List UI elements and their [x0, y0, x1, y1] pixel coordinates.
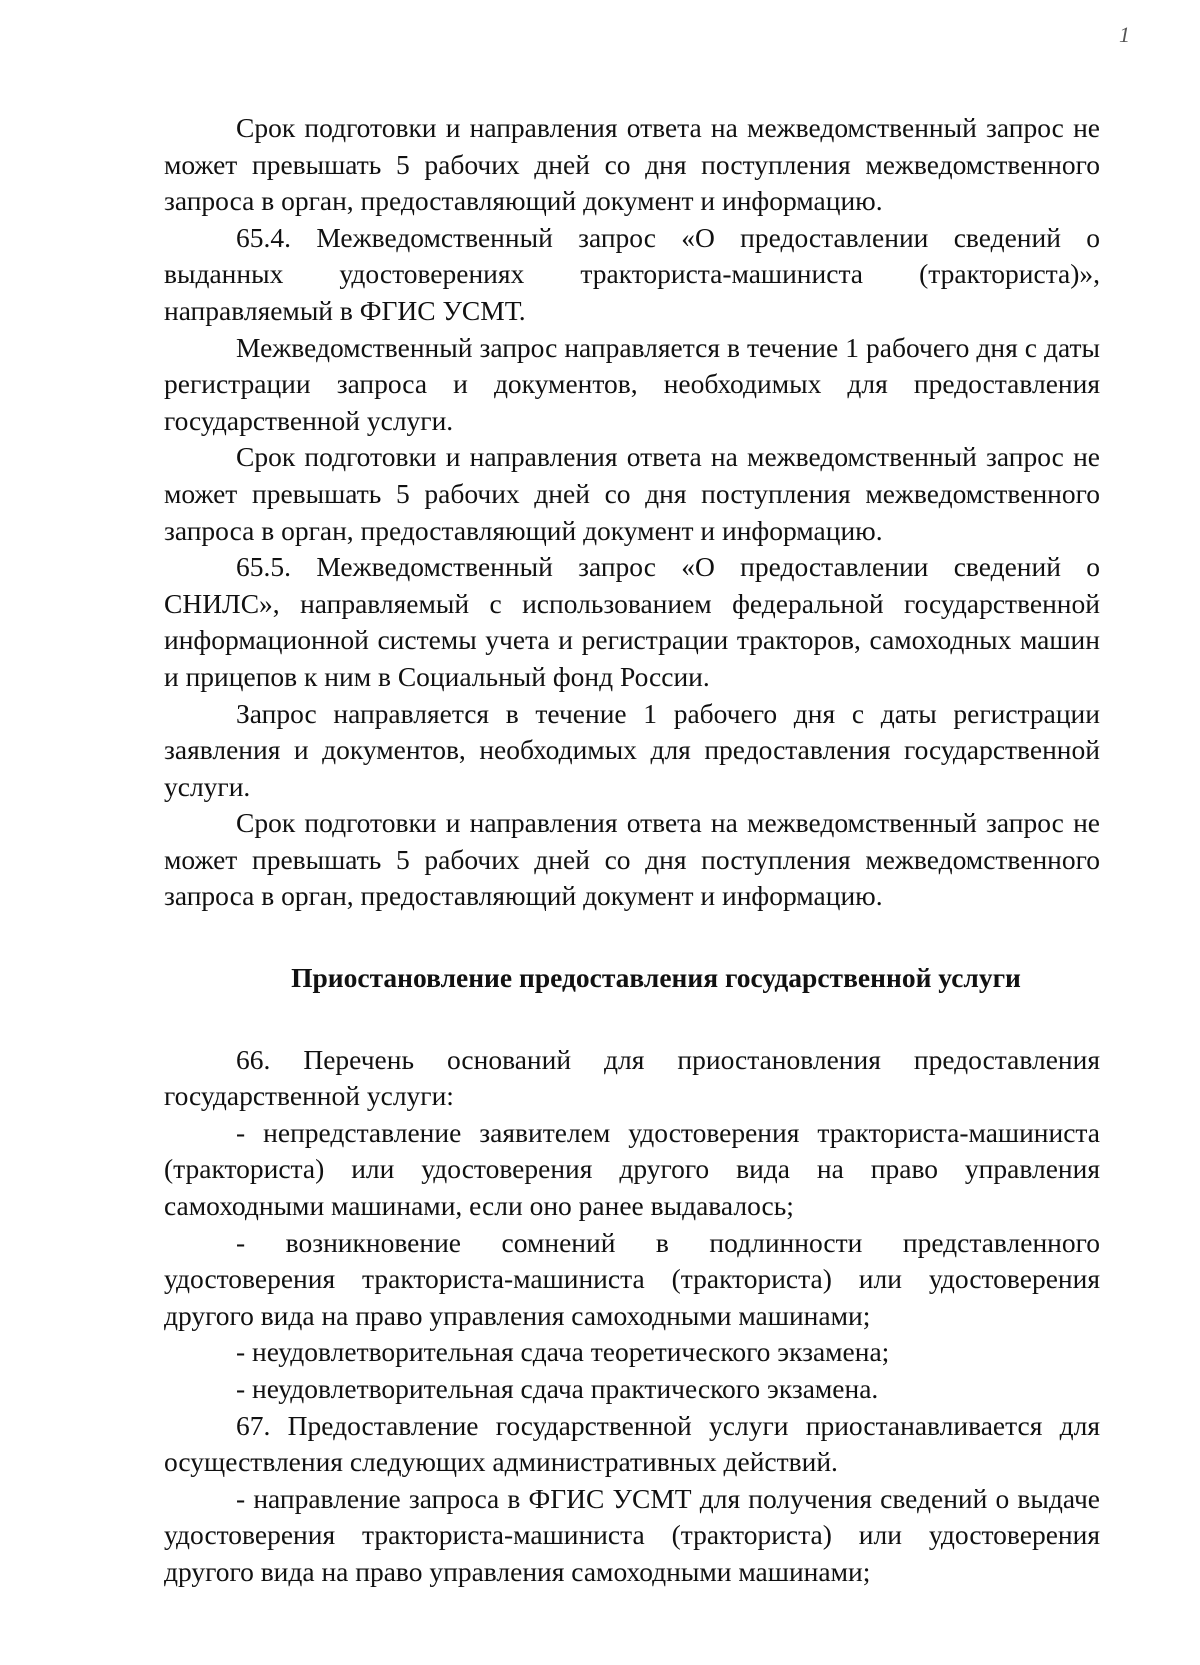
list-item: - возникновение сомнений в подлинности представленного удостоверения тракториста-машиниста (тракториста) или удостоверения другого вида на право управления самоходными машинами; — [164, 1226, 1100, 1331]
paragraph: 65.5. Межведомственный запрос «О предоставлении сведений о СНИЛС», направляемый с использованием федеральной государственной информационной системы учета и регистрации тракторов, самоходных машин и прицепов к ним в Социальный фонд России. — [164, 551, 1100, 692]
list-item: - направление запроса в ФГИС УСМТ для получения сведений о выдаче удостоверения тракториста-машиниста (тракториста) или удостоверения другого вида на право управления самоходными машинами; — [164, 1482, 1100, 1587]
paragraph: 67. Предоставление государственной услуги приостанавливается для осуществления следующих административных действий. — [164, 1409, 1100, 1478]
list-item: - неудовлетворительная сдача практического экзамена. — [236, 1373, 879, 1404]
paragraph: Запрос направляется в течение 1 рабочего дня с даты регистрации заявления и документов, необходимых для предоставления государственной услуги. — [164, 697, 1100, 802]
paragraph: 66. Перечень оснований для приостановления предоставления государственной услуги: — [164, 1043, 1100, 1112]
paragraph: Межведомственный запрос направляется в течение 1 рабочего дня с даты регистрации запроса и документов, необходимых для предоставления государственной услуги. — [164, 331, 1100, 436]
section-heading: Приостановление предоставления государственной услуги — [291, 962, 1021, 994]
list-item: - неудовлетворительная сдача теоретического экзамена; — [236, 1336, 890, 1368]
document-body — [164, 110, 1100, 1591]
paragraph: 65.4. Межведомственный запрос «О предоставлении сведений о выданных удостоверениях тракториста-машиниста (тракториста)», направляемый в ФГИС УСМТ. — [164, 221, 1100, 326]
list-item: - непредставление заявителем удостоверения тракториста-машиниста (тракториста) или удостоверения другого вида на право управления самоходными машинами, если оно ранее выдавалось; — [164, 1116, 1100, 1222]
paragraph: Срок подготовки и направления ответа на межведомственный запрос не может превышать 5 рабочих дней со дня поступления межведомственного запроса в орган, предоставляющий документ и информацию. — [164, 807, 1100, 912]
page-mark: 1 — [1119, 22, 1130, 47]
paragraph: Срок подготовки и направления ответа на межведомственный запрос не может превышать 5 рабочих дней со дня поступления межведомственного запроса в орган, предоставляющий документ и информацию. — [164, 112, 1100, 217]
paragraph: Срок подготовки и направления ответа на межведомственный запрос не может превышать 5 рабочих дней со дня поступления межведомственного запроса в орган, предоставляющий документ и информацию. — [164, 441, 1100, 546]
